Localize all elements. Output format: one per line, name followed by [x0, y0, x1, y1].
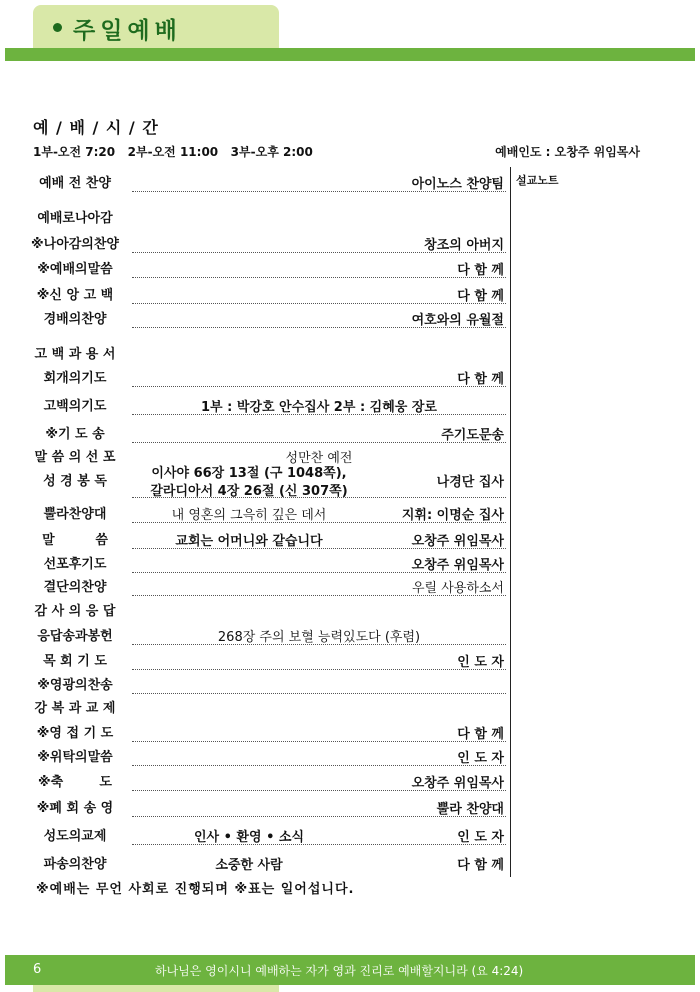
order-value: 우릴 사용하소서: [411, 581, 504, 596]
order-label: ※폐 회 송 영: [36, 801, 114, 816]
scripture-ref-2: 갈라디아서 4장 26절 (신 307쪽): [150, 484, 348, 499]
bullet-icon: [53, 23, 62, 32]
order-label: ※예배의말씀: [37, 262, 113, 277]
order-value: 창조의 아버지: [424, 238, 504, 253]
order-label: ※영광의찬송: [37, 678, 113, 693]
order-row: [20, 363, 506, 387]
order-row: [20, 549, 506, 573]
footer-verse: 하나님은 영이시니 예배하는 자가 영과 진리로 예배할지니라 (요 4:24): [155, 964, 524, 978]
order-label: ※축 도: [38, 775, 112, 790]
order-label: ※신 앙 고 백: [36, 288, 114, 303]
footer-tab: [33, 985, 279, 992]
footer-bar: [5, 955, 695, 985]
order-label: 예배 전 찬양: [39, 176, 111, 191]
page-number: 6: [33, 962, 42, 977]
order-row: [20, 499, 506, 523]
order-value: 다 함 께: [457, 289, 504, 304]
dotted-line: [132, 277, 506, 278]
order-value: 인 도 자: [457, 830, 504, 845]
order-row: [20, 849, 506, 873]
order-row: [20, 460, 506, 498]
footnote: ※예배는 무언 사회로 진행되며 ※표는 일어섭니다.: [36, 882, 355, 897]
order-value: 지휘: 이명순 집사: [401, 508, 504, 523]
order-row: [20, 304, 506, 328]
notes-label: 설교노트: [516, 174, 559, 187]
header-bar: [5, 48, 695, 61]
page-title: 주일예배: [73, 18, 182, 44]
order-label: ※나아감의찬양: [31, 237, 119, 252]
order-label: 성 경 봉 독: [43, 474, 107, 489]
order-detail: 268장 주의 보혈 능력있도다 (후렴): [217, 630, 421, 645]
order-detail: 소중한 사람: [215, 858, 283, 873]
order-detail: 1부 : 박강호 안수집사 2부 : 김혜웅 장로: [201, 400, 437, 415]
order-value: 아이노스 찬양팀: [411, 177, 504, 192]
order-label: 회개의기도: [43, 371, 107, 386]
order-value: 오창주 위임목사: [411, 534, 504, 549]
header-tab: [33, 5, 279, 49]
order-label: ※기 도 송: [45, 427, 105, 442]
order-label: 성도의교제: [43, 829, 107, 844]
order-row: [20, 419, 506, 443]
order-row: [20, 168, 506, 192]
group-response: 감 사 의 응 답: [34, 604, 116, 619]
order-value: 오창주 위임목사: [411, 776, 504, 791]
order-row: [20, 280, 506, 304]
notes-divider: [510, 167, 511, 877]
order-value: 나경단 집사: [436, 475, 504, 490]
order-value: 인 도 자: [457, 655, 504, 670]
order-row: [20, 718, 506, 742]
order-label: ※영 접 기 도: [36, 726, 114, 741]
order-value: 오창주 위임목사: [411, 558, 504, 573]
order-label: 뿔라찬양대: [43, 507, 107, 522]
order-row: [20, 742, 506, 766]
dotted-line: [132, 693, 506, 694]
order-label: 결단의찬양: [43, 580, 107, 595]
order-row: [20, 572, 506, 596]
order-row: [20, 793, 506, 817]
order-value: 인 도 자: [457, 751, 504, 766]
order-row: [20, 525, 506, 549]
order-detail: 내 영혼의 그윽히 깊은 데서: [171, 508, 327, 523]
order-label: 선포후기도: [43, 557, 107, 572]
service-times: 1부-오전 7:20 2부-오전 11:00 3부-오후 2:00: [33, 145, 313, 159]
order-row: [20, 821, 506, 845]
order-label: 고백의기도: [43, 399, 107, 414]
group-confession: 고 백 과 용 서: [34, 347, 116, 362]
scripture-ref-1: 이사야 66장 13절 (구 1048쪽),: [151, 466, 347, 481]
dotted-line: [132, 765, 506, 766]
section-title: 예 / 배 / 시 / 간: [33, 118, 159, 137]
order-label: 파송의찬양: [43, 857, 107, 872]
order-value: 다 함 께: [457, 263, 504, 278]
order-row: [20, 646, 506, 670]
order-row: [20, 621, 506, 645]
dotted-line: [132, 386, 506, 387]
order-label: 말 씀: [42, 533, 108, 548]
order-label: 응답송과봉헌: [37, 629, 113, 644]
order-row: [20, 254, 506, 278]
order-value: 주기도문송: [441, 428, 504, 443]
sermon-title: 교회는 어머니와 같습니다: [175, 534, 323, 549]
order-label: 목 회 기 도: [43, 654, 107, 669]
order-detail: 인사 • 환영 • 소식: [193, 830, 305, 845]
order-row: [20, 670, 506, 694]
order-row: [20, 767, 506, 791]
order-value: 다 함 께: [457, 727, 504, 742]
order-value: 다 함 께: [457, 372, 504, 387]
order-row: [20, 391, 506, 415]
order-value: 여호와의 유월절: [411, 313, 504, 328]
order-detail: 성만찬 예전: [285, 451, 353, 466]
order-label: 말 씀 의 선 포: [34, 450, 116, 465]
order-label: 경배의찬양: [43, 312, 107, 327]
order-row: [20, 229, 506, 253]
order-value: 뿔라 찬양대: [436, 802, 504, 817]
service-leader: 예배인도 : 오창주 위임목사: [495, 145, 640, 159]
group-blessing: 강 복 과 교 제: [34, 701, 116, 716]
order-value: 다 함 께: [457, 858, 504, 873]
order-label: ※위탁의말씀: [37, 750, 113, 765]
group-approach: 예배로나아감: [37, 211, 113, 226]
